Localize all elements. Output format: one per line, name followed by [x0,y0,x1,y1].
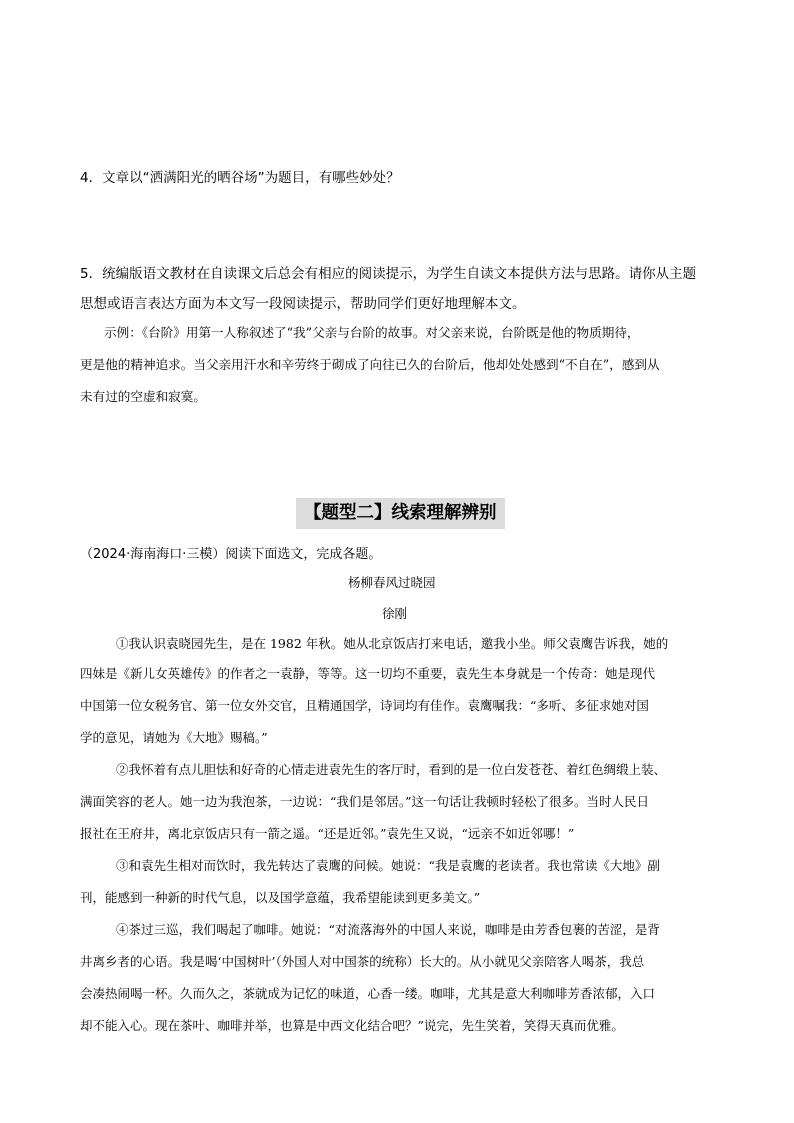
paragraph-1-line-1: ①我认识袁晓园先生，是在 1982 年秋。她从北京饭店打来电话，邀我小坐。师父袁鹰告诉我，她的 [116,636,669,651]
paragraph-4-line-1: ④茶过三巡，我们喝起了咖啡。她说：“对流落海外的中国人来说，咖啡是由芳香包裹的苦涩，是背 [116,922,660,937]
paragraph-4-line-2: 井离乡者的心语。我是喝‘中国树叶’（外国人对中国茶的统称）长大的。从小就见父亲陪客人喝茶，我总 [80,954,645,969]
source-note: （2024·海南海口·三模）阅读下面选文，完成各题。 [80,547,382,562]
paragraph-3-line-2: 刊，能感到一种新的时代气息，以及国学意蕴，我希望能读到更多美文。” [80,890,481,905]
section-heading: 【题型二】线索理解辨别 [296,498,505,529]
question-4: 4．文章以“洒满阳光的晒谷场”为题目，有哪些妙处？ [80,170,400,186]
paragraph-1-line-2: 四妹是《新儿女英雄传》的作者之一袁静，等等。这一切均不重要，袁先生本身就是一个传奇：她是现代 [80,666,656,681]
example-line-3: 未有过的空虚和寂寞。 [80,389,206,404]
paragraph-2-line-2: 满面笑容的老人。她一边为我泡茶，一边说：“我们是邻居。”这一句话让我顿时轻松了很多。当时人民日 [80,794,650,809]
paragraph-4-line-4: 却不能入心。现在茶叶、咖啡并举，也算是中西文化结合吧？”说完，先生笑着，笑得天真而优雅。 [80,1018,624,1033]
paragraph-2-line-1: ②我怀着有点儿胆怯和好奇的心情走进袁先生的客厅时，看到的是一位白发苍苍、着红色绸缎上装、 [116,762,667,777]
paragraph-4-line-3: 会凑热闹喝一杯。久而久之，茶就成为记忆的味道，心香一缕。咖啡，尤其是意大利咖啡芳香浓郁，入口 [80,986,656,1001]
article-title: 杨柳春风过晓园 [348,575,436,590]
question-5-line-1: 5．统编版语文教材在自读课文后总会有相应的阅读提示，为学生自读文本提供方法与思路。请你从主题 [80,266,697,282]
question-5-line-2: 思想或语言表达方面为本文写一段阅读提示，帮助同学们更好地理解本文。 [80,296,526,312]
paragraph-1-line-4: 学的意见，请她为《大地》赐稿。” [80,730,268,745]
paragraph-3-line-1: ③和袁先生相对而饮时，我先转达了袁鹰的问候。她说：“我是袁鹰的老读者。我也常读《大地》副 [116,858,660,873]
example-line-2: 更是他的精神追求。当父亲用汗水和辛劳终于砌成了向往已久的台阶后，他却处处感到“不自在”，感到从 [80,357,660,372]
article-author: 徐刚 [382,606,408,621]
paragraph-1-line-3: 中国第一位女税务官、第一位女外交官，且精通国学，诗词均有佳作。袁鹰嘱我：“多听、多征求她对国 [80,698,649,713]
paragraph-2-line-3: 报社在王府井，离北京饭店只有一箭之遥。“还是近邻。”袁先生又说，“远亲不如近邻哪！” [80,826,575,841]
example-line-1: 示例：《台阶》用第一人称叙述了“我”父亲与台阶的故事。对父亲来说，台阶既是他的物质期待， [104,325,640,340]
